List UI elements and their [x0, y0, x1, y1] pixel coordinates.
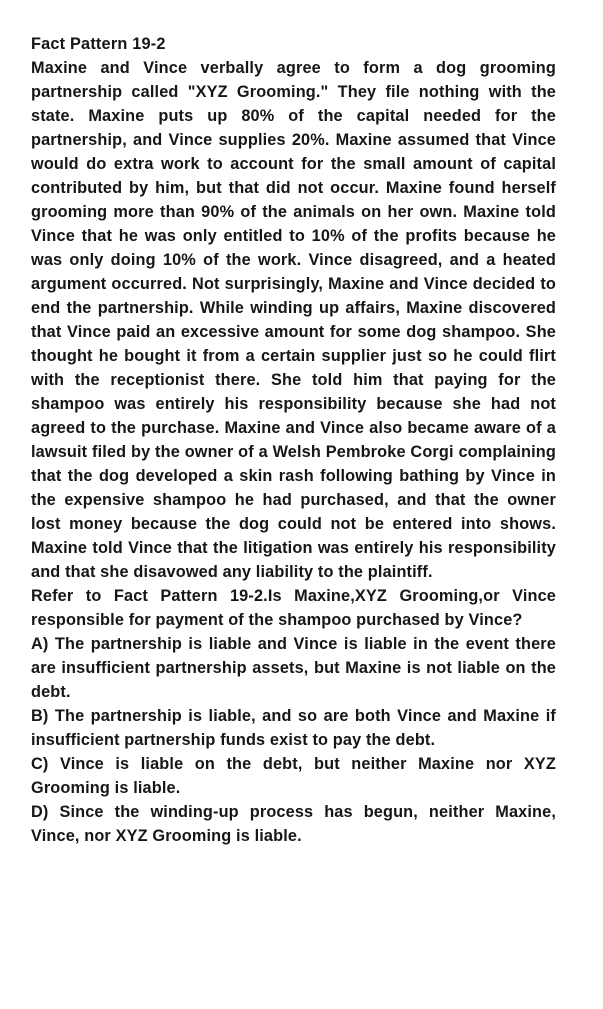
answer-choice-b: B) The partnership is liable, and so are both Vince and Maxine if insufficient partnership funds exist to pay the debt.	[31, 707, 556, 749]
question-text: Refer to Fact Pattern 19-2.Is Maxine,XYZ Grooming,or Vince responsible for payment of the shampoo purchased by Vince?	[31, 587, 556, 629]
answer-choice-d: D) Since the winding-up process has begun, neither Maxine, Vince, nor XYZ Grooming is liable.	[31, 803, 556, 845]
answer-choice-c: C) Vince is liable on the debt, but neither Maxine nor XYZ Grooming is liable.	[31, 755, 556, 797]
answer-choice-a: A) The partnership is liable and Vince is liable in the event there are insufficient partnership assets, but Maxine is not liable on the debt.	[31, 635, 556, 701]
fact-pattern-text: Maxine and Vince verbally agree to form a dog grooming partnership called "XYZ Grooming." They file nothing with the state. Maxine puts up 80% of the capital needed for the partnership, and Vince supplies 20%. Maxine assumed that Vince would do extra work to account for the small amount of capital contributed by him, but that did not occur. Maxine found herself grooming more than 90% of the animals on her own. Maxine told Vince that he was only entitled to 10% of the profits because he was only doing 10% of the work. Vince disagreed, and a heated argument occurred. Not surprisingly, Maxine and Vince decided to end the partnership. While winding up affairs, Maxine discovered that Vince paid an excessive amount for some dog shampoo. She thought he bought it from a certain supplier just so he could flirt with the receptionist there. She told him that paying for the shampoo was entirely his responsibility because she had not agreed to the purchase. Maxine and Vince also became aware of a lawsuit filed by the owner of a Welsh Pembroke Corgi complaining that the dog developed a skin rash following bathing by Vince in the expensive shampoo he had purchased, and that the owner lost money because the dog could not be entered into shows. Maxine told Vince that the litigation was entirely his responsibility and that she disavowed any liability to the plaintiff.	[31, 59, 556, 581]
fact-pattern-heading: Fact Pattern 19-2	[31, 35, 166, 53]
question-block	[31, 32, 556, 848]
